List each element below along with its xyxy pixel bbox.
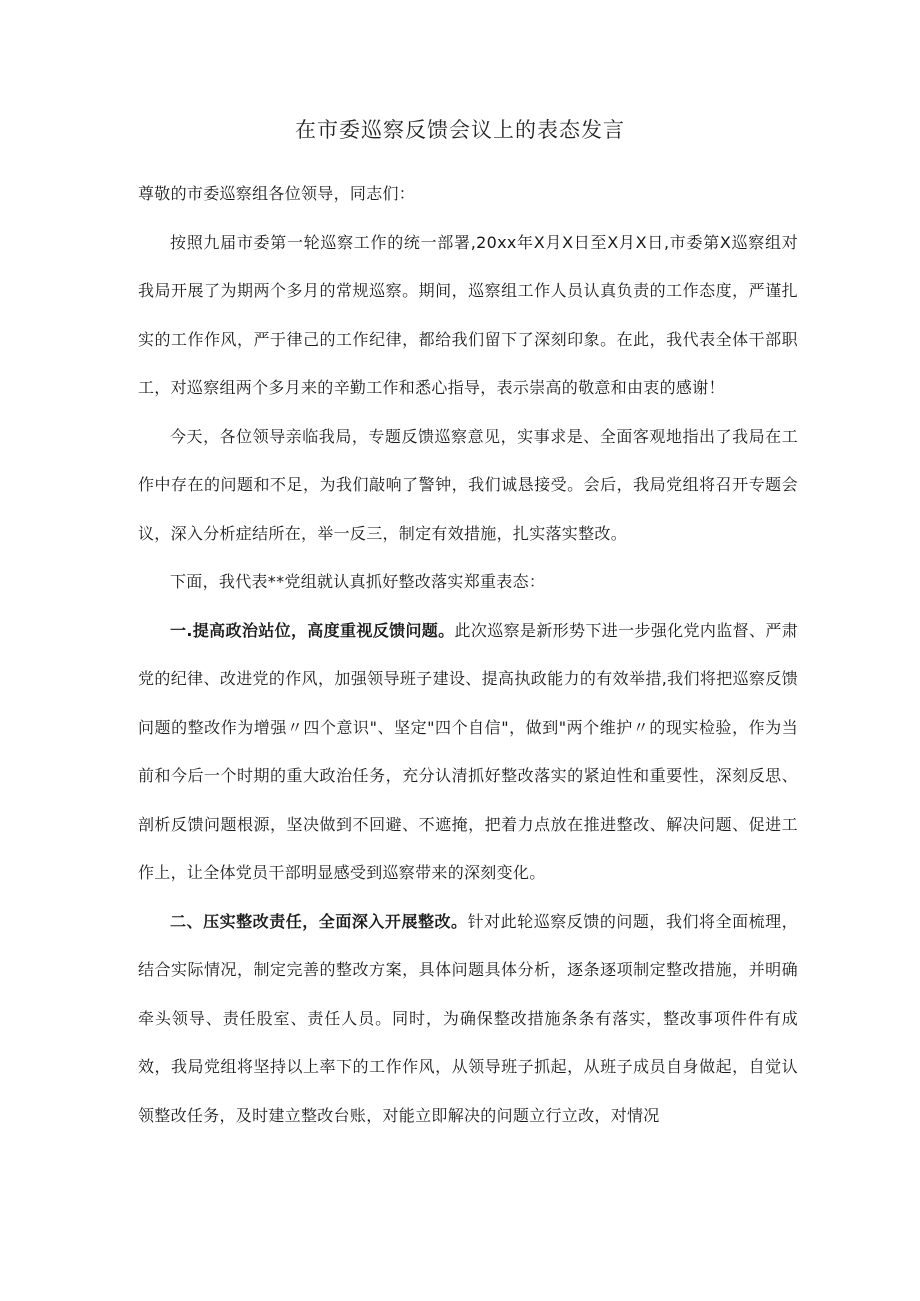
section-one-paragraph xyxy=(138,607,798,898)
paragraph-2-text: 今天，各位领导亲临我局，专题反馈巡察意见，实事求是、全面客观地指出了我局在工作中存在的问题和不足，为我们敲响了警钟，我们诚恳接受。会后，我局党组将召开专题会议，深入分析症结所在，举一反三，制定有效措施，扎实落实整改。 xyxy=(138,426,798,543)
section-two-heading: 二、压实整改责任，全面深入开展整改。 xyxy=(170,911,468,931)
paragraph-1 xyxy=(138,219,798,413)
document-title: 在市委巡察反馈会议上的表态发言 xyxy=(295,118,625,142)
section-two-paragraph xyxy=(138,898,798,1141)
section-one-heading: 一.提高政治站位，高度重视反馈问题。 xyxy=(170,620,455,640)
paragraph-3-text: 下面，我代表**党组就认真抓好整改落实郑重表态： xyxy=(170,572,546,591)
salutation: 尊敬的市委巡察组各位领导，同志们： xyxy=(138,184,416,203)
paragraph-3 xyxy=(138,558,798,607)
section-two-text: 针对此轮巡察反馈的问题，我们将全面梳理，结合实际情况，制定完善的整改方案，具体问题具体分析，逐条逐项制定整改措施，并明确牵头领导、责任股室、责任人员。同时，为确保整改措施条条有落实，整改事项件件有成效，我局党组将坚持以上率下的工作作风，从领导班子抓起，从班子成员自身做起，自觉认领整改任务，及时建立整改台账，对能立即解决的问题立行立改，对情况 xyxy=(138,911,798,1125)
document-body xyxy=(138,170,798,1140)
section-one-text: 此次巡察是新形势下进一步强化党内监督、严肃党的纪律、改进党的作风，加强领导班子建设、提高执政能力的有效举措,我们将把巡察反馈问题的整改作为增强〃四个意识"、坚定"四个自信"，做到"两个维护〃的现实检验，作为当前和今后一个时期的重大政治任务，充分认清抓好整改落实的紧迫性和重要性，深刻反思、剖析反馈问题根源，坚决做到不回避、不遮掩，把着力点放在推进整改、解决问题、促进工作上，让全体党员干部明显感受到巡察带来的深刻变化。 xyxy=(138,620,798,882)
paragraph-2 xyxy=(138,413,798,559)
paragraph-1-text: 按照九届市委第一轮巡察工作的统一部署,20xx年X月X日至X月X日,市委第X巡察组对我局开展了为期两个多月的常规巡察。期间，巡察组工作人员认真负责的工作态度，严谨扎实的工作作风，严于律己的工作纪律，都给我们留下了深刻印象。在此，我代表全体干部职工，对巡察组两个多月来的辛勤工作和悉心指导，表示崇高的敬意和由衷的感谢！ xyxy=(138,232,798,397)
